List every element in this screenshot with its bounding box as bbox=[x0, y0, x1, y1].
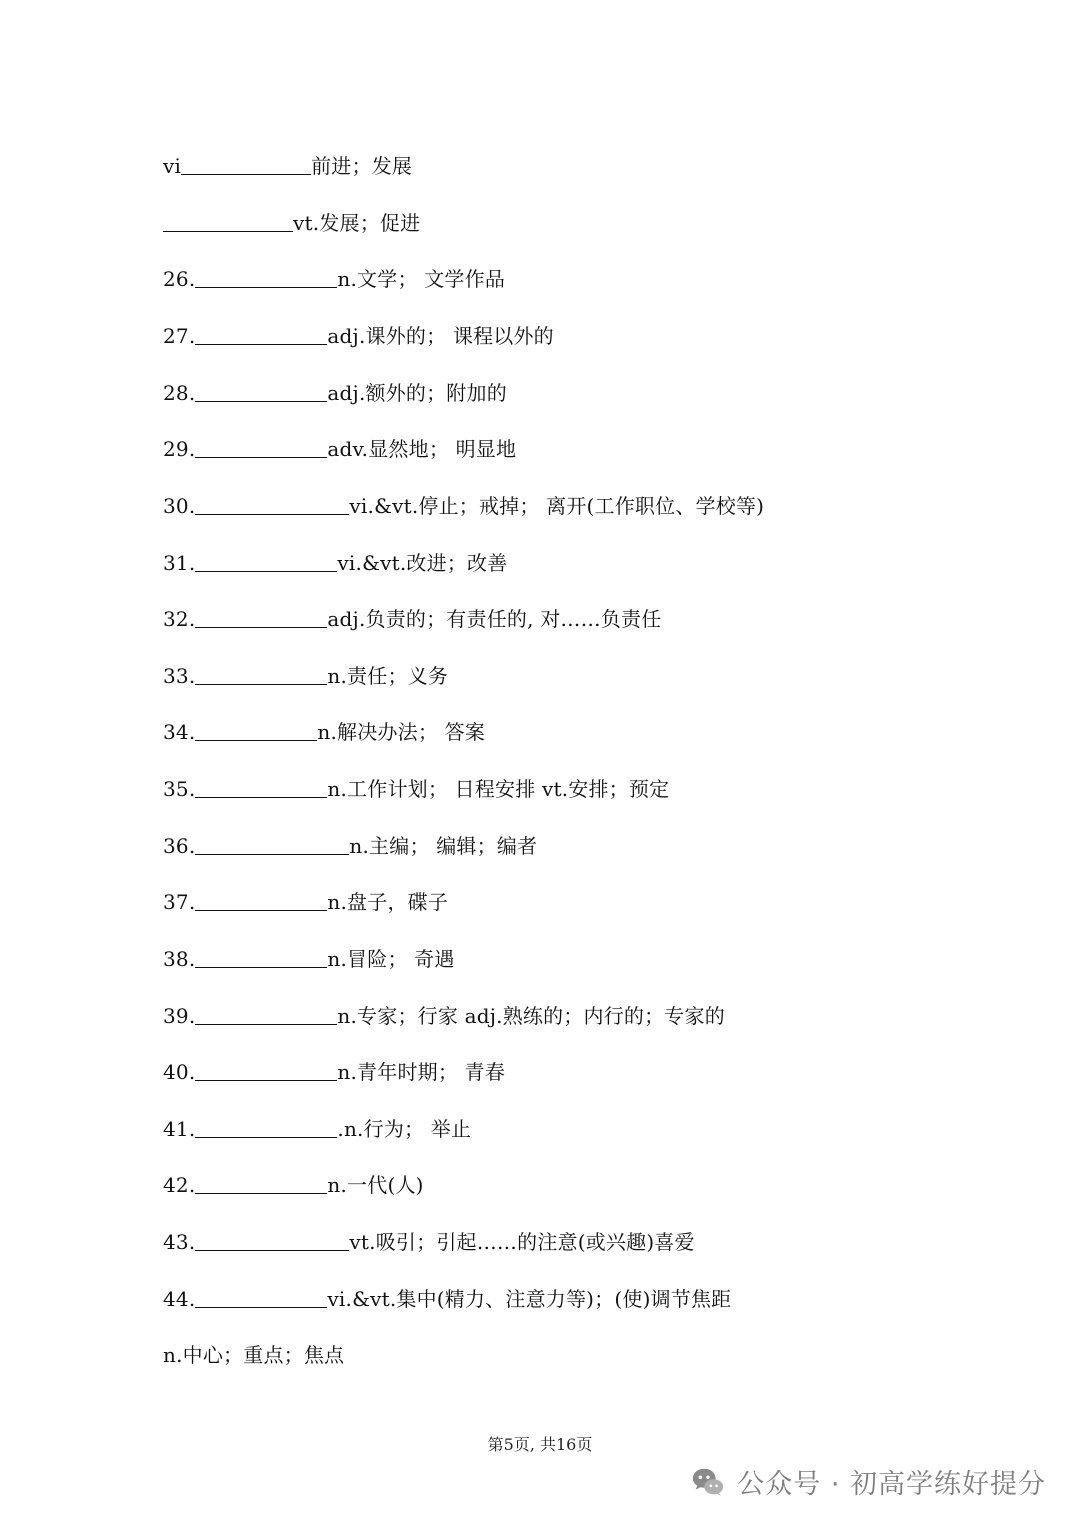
entry-definition: n.一代(人) bbox=[327, 1173, 424, 1197]
entry-definition: vi.&vt.集中(精力、注意力等)；(使)调节焦距 bbox=[327, 1287, 732, 1311]
entry-definition: n.责任；义务 bbox=[327, 664, 449, 688]
entry-line bbox=[163, 1214, 695, 1254]
fill-blank[interactable] bbox=[195, 267, 337, 288]
entry-definition: vt.吸引；引起……的注意(或兴趣)喜爱 bbox=[349, 1230, 695, 1254]
fill-blank[interactable] bbox=[195, 381, 327, 402]
entry-number: 35. bbox=[163, 777, 196, 801]
fill-blank[interactable] bbox=[195, 1060, 337, 1081]
entry-number: 32. bbox=[163, 607, 196, 631]
entry-number: 38. bbox=[163, 947, 196, 971]
entry-line bbox=[163, 818, 537, 858]
entry-number: 39. bbox=[163, 1004, 196, 1028]
entry-definition: vi.&vt.停止；戒掉； 离开(工作职位、学校等) bbox=[349, 494, 765, 518]
entry-number: 44. bbox=[163, 1287, 196, 1311]
entry-number: 29. bbox=[163, 437, 196, 461]
entry-line bbox=[163, 648, 448, 688]
entry-line bbox=[163, 1271, 731, 1311]
entry-definition: vi.&vt.改进；改善 bbox=[337, 551, 508, 575]
entry-definition: n.文学； 文学作品 bbox=[337, 267, 506, 291]
entry-line bbox=[163, 1044, 505, 1084]
entry-line bbox=[163, 138, 412, 178]
entry-number: 28. bbox=[163, 381, 196, 405]
entry-line bbox=[163, 988, 725, 1028]
entry-line bbox=[163, 591, 661, 631]
entry-prefix: vi bbox=[163, 154, 182, 178]
entry-definition: adv.显然地； 明显地 bbox=[327, 437, 517, 461]
fill-blank[interactable] bbox=[195, 324, 327, 345]
entry-definition: n.青年时期； 青春 bbox=[337, 1060, 506, 1084]
watermark bbox=[689, 1462, 1046, 1501]
entry-number: 36. bbox=[163, 834, 196, 858]
fill-blank[interactable] bbox=[195, 720, 317, 741]
fill-blank[interactable] bbox=[195, 1173, 327, 1194]
entry-definition: 前进；发展 bbox=[311, 154, 413, 178]
fill-blank[interactable] bbox=[195, 890, 327, 911]
entry-line bbox=[163, 308, 554, 348]
entry-number: 42. bbox=[163, 1173, 196, 1197]
fill-blank[interactable] bbox=[195, 1117, 337, 1138]
fill-blank[interactable] bbox=[195, 551, 337, 572]
entry-definition: n.冒险； 奇遇 bbox=[327, 947, 455, 971]
fill-blank[interactable] bbox=[195, 494, 349, 515]
entry-line bbox=[163, 1157, 424, 1197]
entry-definition: n.中心；重点；焦点 bbox=[163, 1343, 345, 1367]
entry-definition: n.盘子，碟子 bbox=[327, 890, 449, 914]
entry-number: 34. bbox=[163, 720, 196, 744]
fill-blank[interactable] bbox=[195, 664, 327, 685]
wechat-icon bbox=[689, 1463, 727, 1501]
fill-blank[interactable] bbox=[195, 1287, 327, 1308]
entry-number: 30. bbox=[163, 494, 196, 518]
entry-line bbox=[163, 1101, 471, 1141]
fill-blank[interactable] bbox=[195, 1004, 337, 1025]
entry-number: 37. bbox=[163, 890, 196, 914]
entry-line bbox=[163, 478, 764, 518]
entry-number: 33. bbox=[163, 664, 196, 688]
entry-definition: n.专家；行家 adj.熟练的；内行的；专家的 bbox=[337, 1004, 725, 1028]
entry-line bbox=[163, 1327, 344, 1367]
fill-blank[interactable] bbox=[195, 777, 327, 798]
entry-definition: adj.负责的；有责任的, 对……负责任 bbox=[327, 607, 662, 631]
entry-line bbox=[163, 874, 448, 914]
entry-number: 31. bbox=[163, 551, 196, 575]
entry-number: 40. bbox=[163, 1060, 196, 1084]
entry-line bbox=[163, 195, 420, 235]
page-number-footer: 第5页, 共16页 bbox=[487, 1435, 593, 1454]
entry-definition: n.主编； 编辑；编者 bbox=[349, 834, 538, 858]
entry-number: 27. bbox=[163, 324, 196, 348]
fill-blank[interactable] bbox=[195, 947, 327, 968]
fill-blank[interactable] bbox=[163, 211, 293, 232]
entry-line bbox=[163, 931, 455, 971]
fill-blank[interactable] bbox=[195, 1230, 349, 1251]
entry-line bbox=[163, 365, 507, 405]
watermark-text: 公众号 · 初高学练好提分 bbox=[737, 1469, 1046, 1500]
entry-definition: adj.额外的；附加的 bbox=[327, 381, 507, 405]
entry-line bbox=[163, 421, 516, 461]
entry-line bbox=[163, 761, 669, 801]
entry-definition: adj.课外的； 课程以外的 bbox=[327, 324, 554, 348]
entry-line bbox=[163, 704, 485, 744]
fill-blank[interactable] bbox=[181, 154, 311, 175]
entry-line bbox=[163, 251, 505, 291]
entry-definition: n.工作计划； 日程安排 vt.安排；预定 bbox=[327, 777, 670, 801]
fill-blank[interactable] bbox=[195, 607, 327, 628]
entry-number: 43. bbox=[163, 1230, 196, 1254]
entry-line bbox=[163, 535, 507, 575]
entry-number: 41. bbox=[163, 1117, 196, 1141]
entry-definition: n.解决办法； 答案 bbox=[317, 720, 486, 744]
fill-blank[interactable] bbox=[195, 437, 327, 458]
entry-definition: .n.行为； 举止 bbox=[337, 1117, 472, 1141]
fill-blank[interactable] bbox=[195, 834, 349, 855]
entry-definition: vt.发展；促进 bbox=[293, 211, 421, 235]
entry-number: 26. bbox=[163, 267, 196, 291]
